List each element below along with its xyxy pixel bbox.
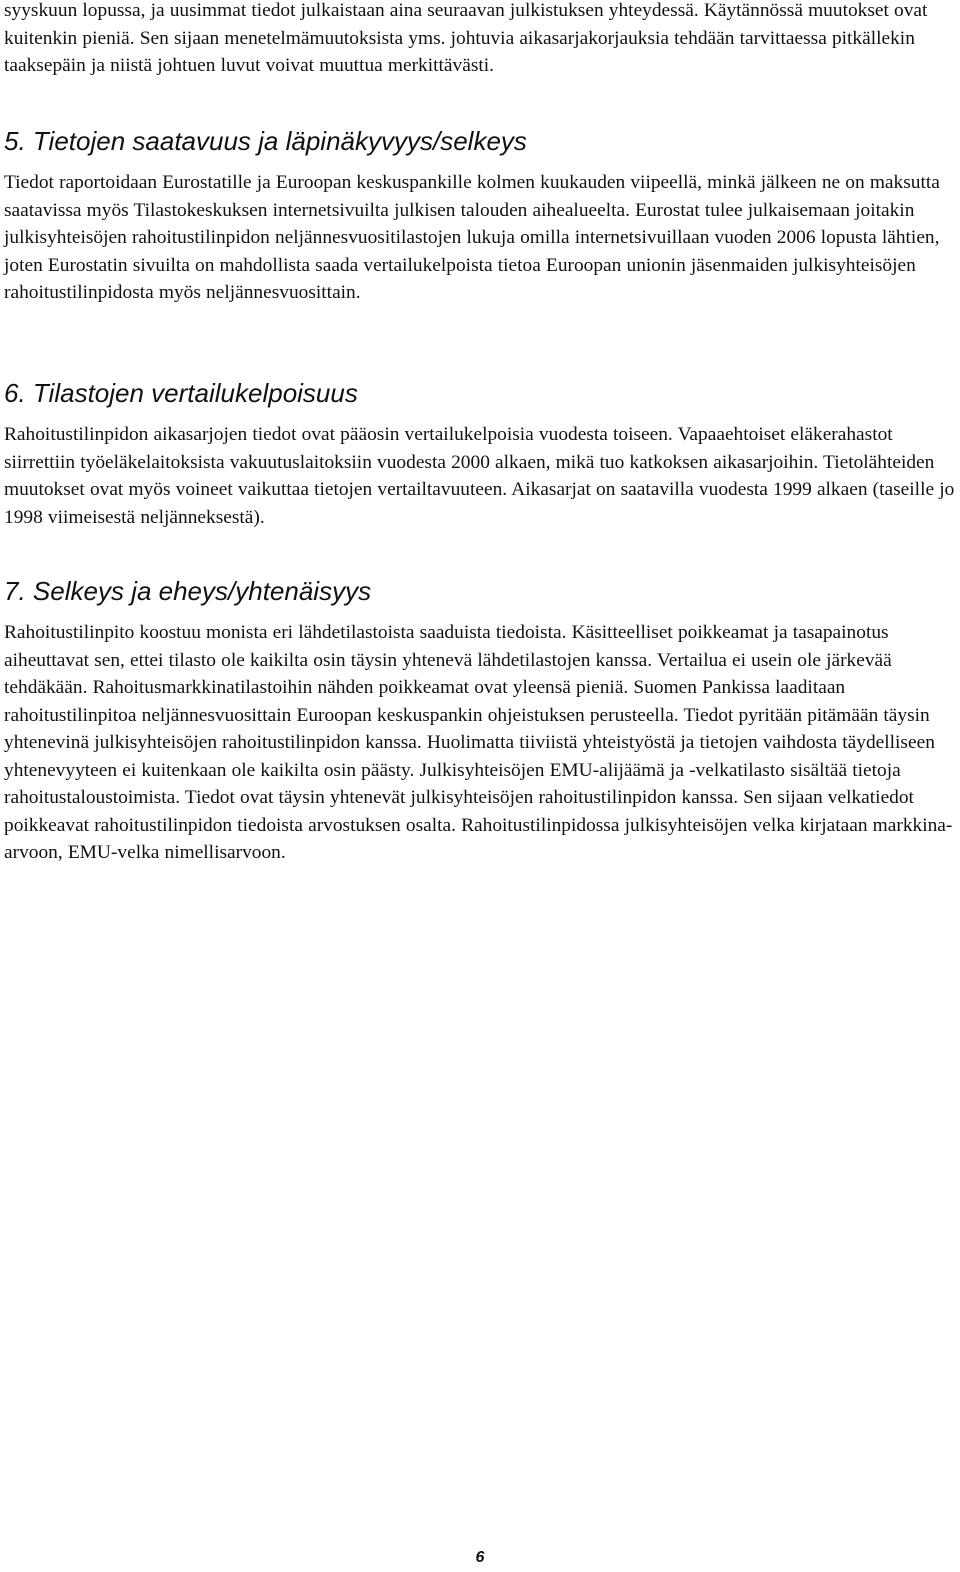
section-7-heading: 7. Selkeys ja eheys/yhtenäisyys xyxy=(4,576,372,606)
section-6-heading: 6. Tilastojen vertailukelpoisuus xyxy=(4,378,358,408)
section-6-paragraph: Rahoitustilinpidon aikasarjojen tiedot ovat pääosin vertailukelpoisia vuodesta toiseen. Vapaaehtoiset eläkerahastot siirrettiin työeläkelaitoksista vakuutuslaitoksiin vuodesta 2000 alkaen, mikä tuo katkoksen aikasarjoihin. Tietolähteiden muutokset ovat myös voineet vaikuttaa tietojen vertailtavuuteen. Aikasarjat on saatavilla vuodesta 1999 alkaen (taseille jo 1998 viimeisestä neljänneksestä). xyxy=(4,424,955,528)
page-number: 6 xyxy=(475,1549,485,1566)
section-5-heading: 5. Tietojen saatavuus ja läpinäkyvyys/selkeys xyxy=(4,126,527,156)
intro-paragraph: syyskuun lopussa, ja uusimmat tiedot julkaistaan aina seuraavan julkistuksen yhteydessä. Käytännössä muutokset ovat kuitenkin pieniä. Sen sijaan menetelmämuutoksista yms. johtuvia aikasarjakorjauksia tehdään tarvittaessa pitkällekin taaksepäin ja niistä johtuen luvut voivat muuttua merkittävästi. xyxy=(4,0,928,76)
section-7-paragraph: Rahoitustilinpito koostuu monista eri lähdetilastoista saaduista tiedoista. Käsitteelliset poikkeamat ja tasapainotus aiheuttavat sen, ettei tilasto ole kaikilta osin täysin yhtenevä lähdetilastojen kanssa. Vertailua ei usein ole järkevää tehdäkään. Rahoitusmarkkinatilastoihin nähden poikkeamat ovat yleensä pieniä. Suomen Pankissa laaditaan rahoitustilinpitoa neljännesvuosittain Euroopan keskuspankin ohjeistuksen perusteella. Tiedot pyritään pitämään täysin yhtenevinä julkisyhteisöjen rahoitustilinpidon kanssa. Huolimatta tiiviistä yhteistyöstä ja tietojen vaihdosta täydelliseen yhtenevyyteen ei kuitenkaan ole kaikilta osin päästy. Julkisyhteisöjen EMU-alijäämä ja -velkatilasto sisältää tietoja rahoitustaloustoimista. Tiedot ovat täysin yhtenevät julkisyhteisöjen rahoitustilinpidon kanssa. Sen sijaan velkatiedot poikkeavat rahoitustilinpidon tiedoista arvostuksen osalta. Rahoitustilinpidossa julkisyhteisöjen velka kirjataan markkina-arvoon, EMU-velka nimellisarvoon. xyxy=(4,622,953,863)
section-5-paragraph: Tiedot raportoidaan Eurostatille ja Euroopan keskuspankille kolmen kuukauden viipeellä, minkä jälkeen ne on maksutta saatavissa myös Tilastokeskuksen internetsivuilta julkisen talouden aihealueelta. Eurostat tulee julkaisemaan joitakin julkisyhteisöjen rahoitustilinpidon neljännesvuositilastojen lukuja omilla internetsivuillaan vuoden 2006 lopusta lähtien, joten Eurostatin sivuilta on mahdollista saada vertailukelpoista tietoa Euroopan unionin jäsenmaiden julkisyhteisöjen rahoitustilinpidosta myös neljännesvuosittain. xyxy=(4,172,940,303)
